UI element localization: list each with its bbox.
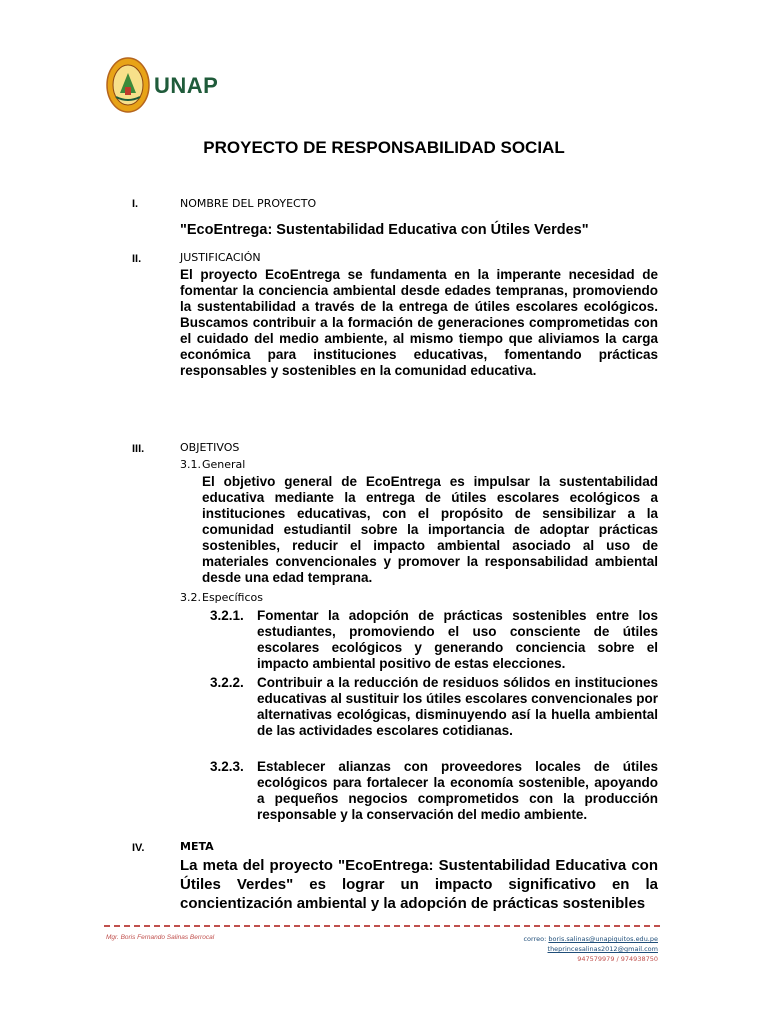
subsection-number: 3.1.: [180, 458, 201, 471]
subsection-label-general: General: [202, 458, 246, 471]
project-name: "EcoEntrega: Sustentabilidad Educativa con Útiles Verdes": [180, 222, 589, 238]
brand-name: UNAP: [154, 73, 219, 98]
footer-divider: [104, 925, 660, 927]
section-number: I.: [132, 198, 139, 210]
document-title: PROYECTO DE RESPONSABILIDAD SOCIAL: [203, 138, 565, 157]
specific-objective-text: Establecer alianzas con proveedores locales de útiles ecológicos para fortalecer la economía sostenible, apoyando a pequeños negocios comprometidos con la producción responsable y la conservación del medio ambiente.: [257, 759, 658, 822]
university-seal-icon: [106, 57, 150, 113]
specific-objective-text: Fomentar la adopción de prácticas sostenibles entre los estudiantes, promoviendo el uso consciente de útiles escolares ecológicos y generando conciencia sobre el impacto ambiental positivo de estas elecciones.: [257, 608, 658, 671]
email-label: correo:: [523, 935, 547, 943]
section-heading-meta: META: [180, 840, 214, 853]
section-heading-objetivos: OBJETIVOS: [180, 441, 240, 454]
specific-objective-number: 3.2.3.: [210, 759, 244, 774]
section-number: IV.: [132, 842, 145, 854]
phone-numbers: 947579979 / 974938750: [577, 955, 658, 963]
section-number: II.: [132, 253, 142, 265]
footer-author: Mgr. Boris Fernando Salinas Berrocal: [106, 934, 215, 941]
institution-logo: [106, 57, 226, 117]
footer-contact: [523, 934, 658, 964]
section-number: III.: [132, 443, 145, 455]
goal-paragraph: La meta del proyecto "EcoEntrega: Sustentabilidad Educativa con Útiles Verdes" es lograr un impacto significativo en la concientización ambiental y la adopción de prácticas sostenibles: [180, 857, 658, 912]
section-heading-nombre: NOMBRE DEL PROYECTO: [180, 197, 317, 210]
email-link-institutional[interactable]: boris.salinas@unapiquitos.edu.pe: [548, 935, 658, 943]
subsection-label-especificos: Específicos: [202, 591, 263, 604]
general-objective-paragraph: El objetivo general de EcoEntrega es impulsar la sustentabilidad educativa mediante la entrega de útiles escolares ecológicos a instituciones educativas, con el propósito de sensibilizar a la comunidad estudiantil sobre la importancia de adoptar prácticas sostenibles, reducir el impacto ambiental asociado al uso de materiales convencionales y promover la responsabilidad ambiental desde una edad temprana.: [202, 474, 658, 585]
specific-objective-number: 3.2.2.: [210, 675, 244, 690]
section-heading-justificacion: JUSTIFICACIÓN: [180, 251, 261, 264]
specific-objective-number: 3.2.1.: [210, 608, 244, 623]
email-link-personal[interactable]: theprincesalinas2012@gmail.com: [547, 945, 658, 953]
specific-objective-text: Contribuir a la reducción de residuos sólidos en instituciones educativas al sustituir los útiles escolares convencionales por alternativas ecológicas, disminuyendo así la huella ambiental de las actividades escolares cotidianas.: [257, 675, 658, 738]
subsection-number: 3.2.: [180, 591, 201, 604]
justification-paragraph: El proyecto EcoEntrega se fundamenta en la imperante necesidad de fomentar la conciencia ambiental desde edades tempranas, promoviendo la sustentabilidad a través de la entrega de útiles escolares ecológicos. Buscamos contribuir a la formación de generaciones comprometidas con el cuidado del medio ambiente, al mismo tiempo que aliviamos la carga económica para instituciones educativas, fomentando prácticas responsables y sostenibles en la comunidad educativa.: [180, 267, 658, 378]
